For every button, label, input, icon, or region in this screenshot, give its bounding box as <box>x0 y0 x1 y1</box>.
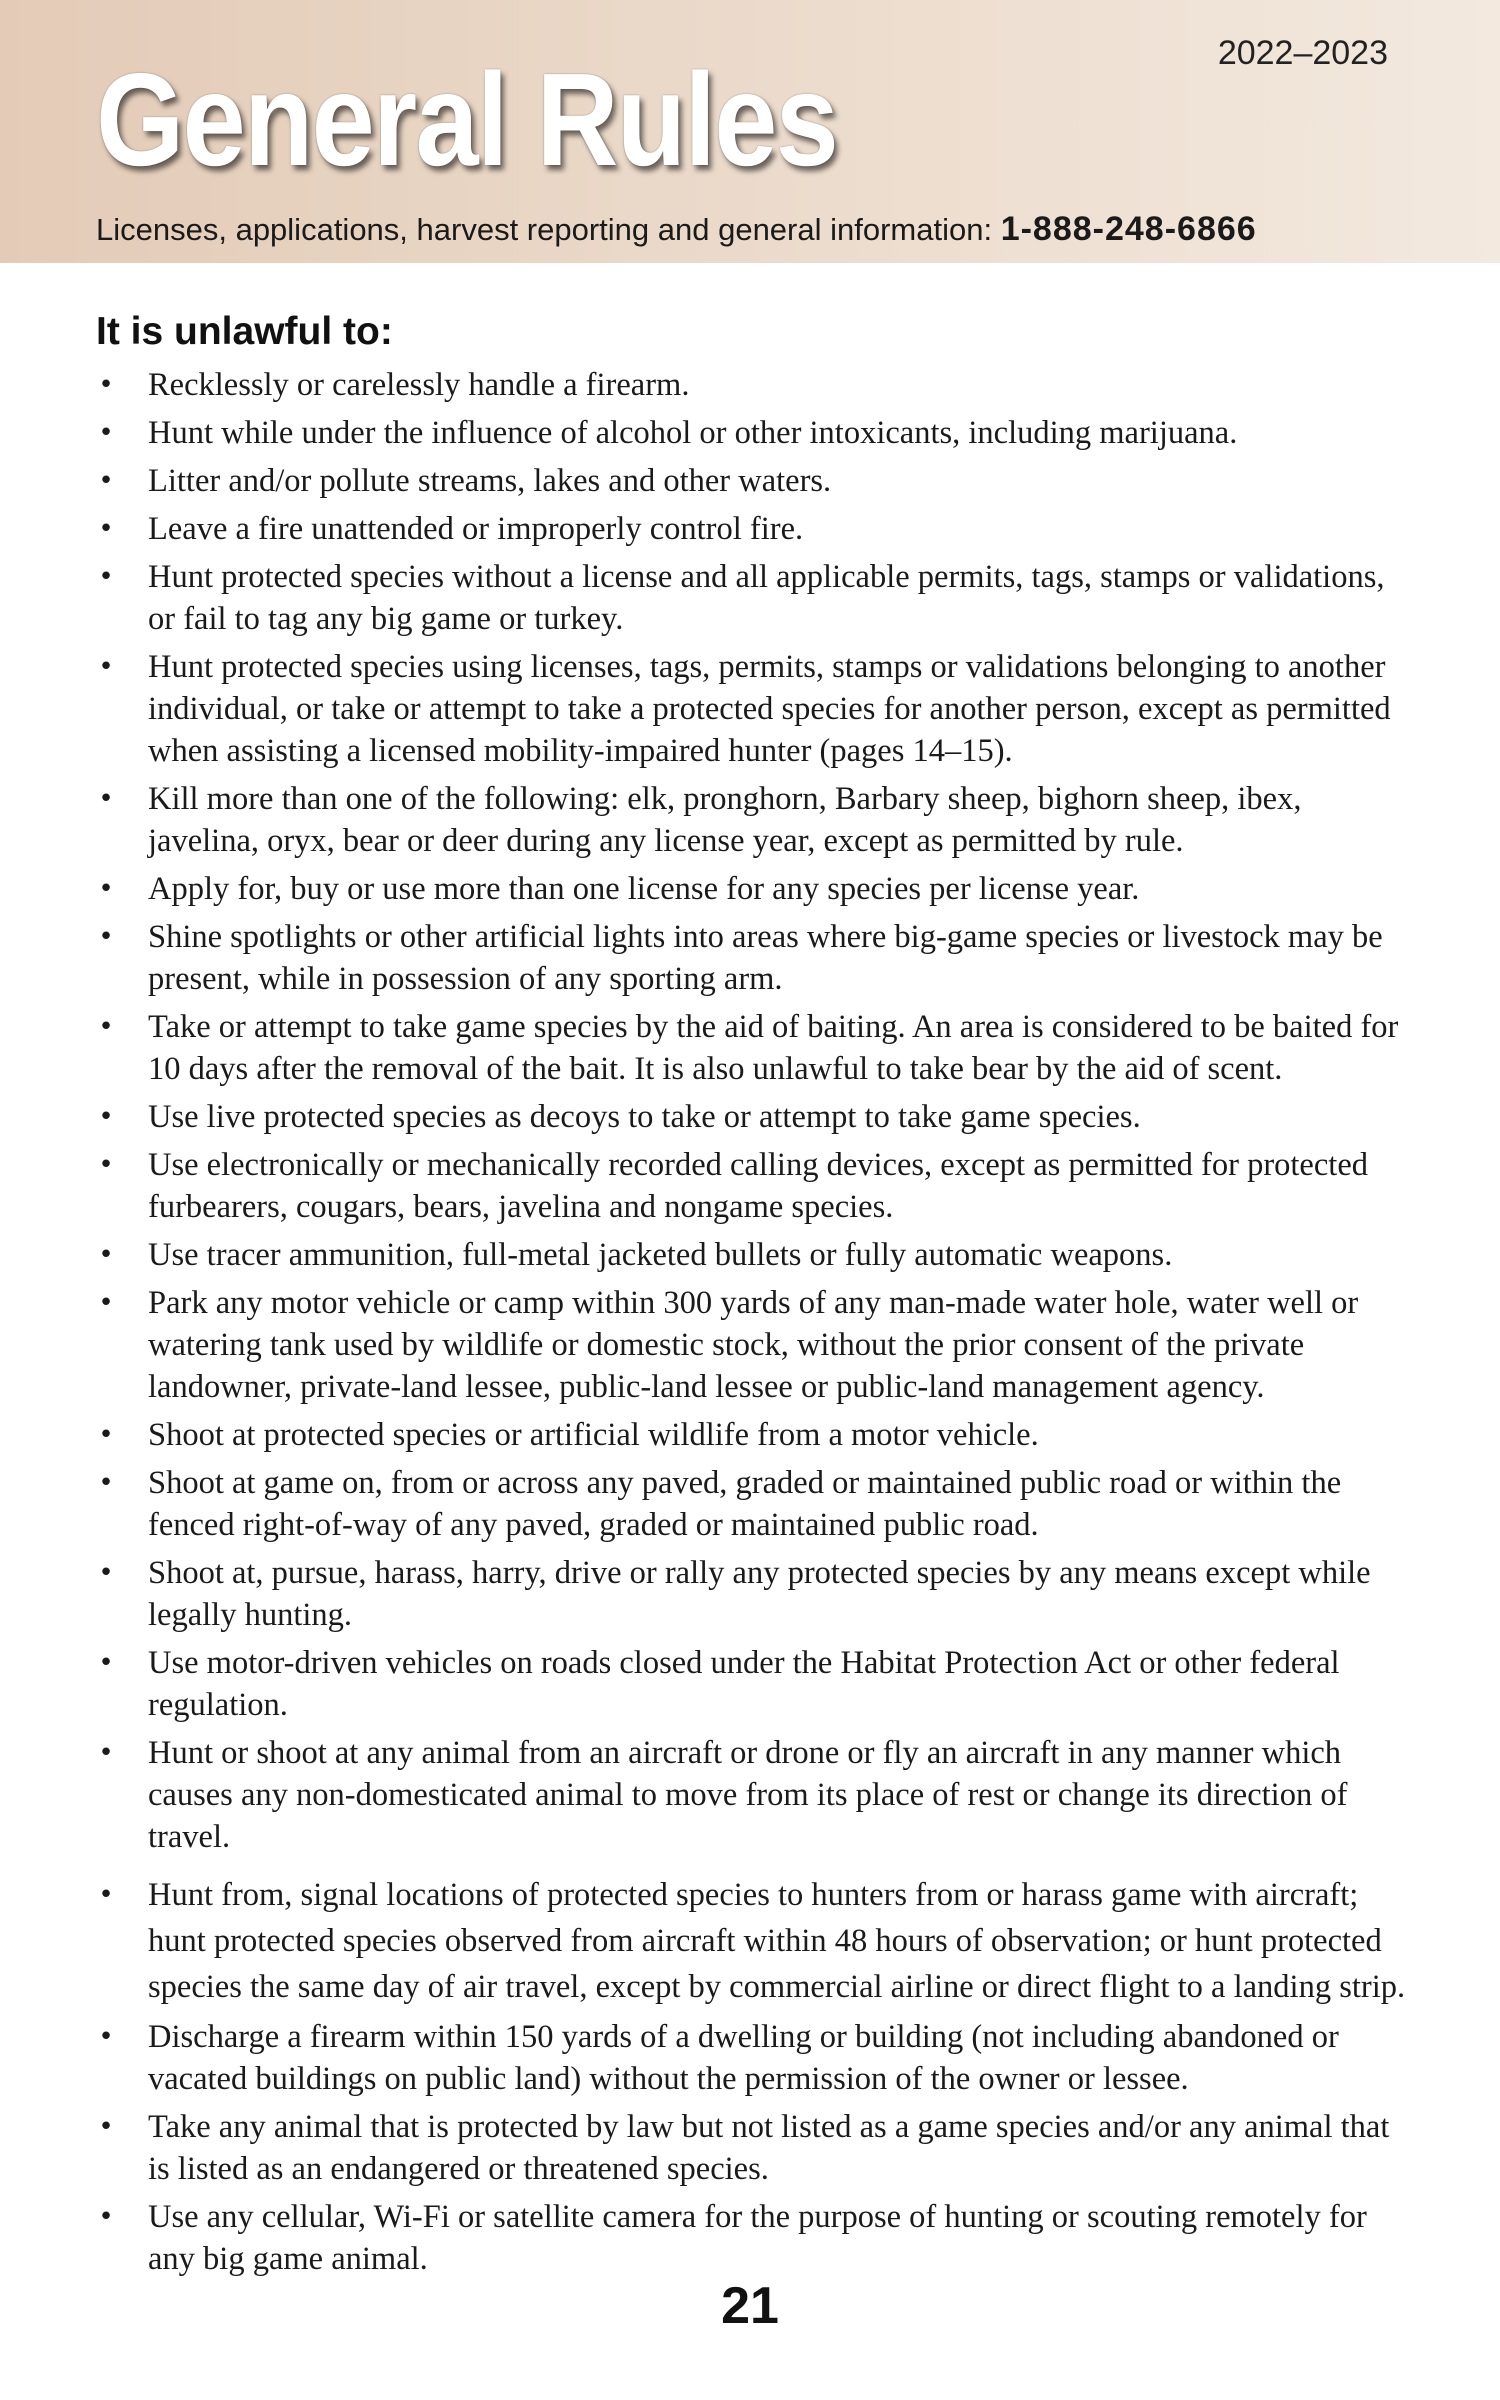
bullet-icon: • <box>98 1240 114 1270</box>
rule-text: Discharge a firearm within 150 yards of a dwelling or building (not including abandoned or vacated buildings on public land) without the permission of the owner or lessee. <box>148 2019 1339 2097</box>
page-title: General Rules <box>96 46 838 193</box>
rule-item <box>96 778 1416 862</box>
rule-item <box>96 1414 1416 1456</box>
rule-item <box>96 1282 1416 1408</box>
rule-item <box>96 412 1416 454</box>
rule-text: Shine spotlights or other artificial lights into areas where big-game species or livestock may be present, while in possession of any sporting arm. <box>148 919 1383 997</box>
bullet-icon: • <box>98 514 114 544</box>
bullet-icon: • <box>98 1738 114 1768</box>
rule-text: Take or attempt to take game species by the aid of baiting. An area is considered to be baited for 10 days after the removal of the bait. It is also unlawful to take bear by the aid of scent. <box>148 1009 1399 1087</box>
rule-item <box>96 868 1416 910</box>
bullet-icon: • <box>98 1102 114 1132</box>
rule-text: Hunt protected species using licenses, tags, permits, stamps or validations belonging to another individual, or take or attempt to take a protected species for another person, except as permitted when assisting a licensed mobility-impaired hunter (pages 14–15). <box>148 649 1391 769</box>
bullet-icon: • <box>98 874 114 904</box>
contact-info-line <box>96 210 1257 249</box>
rule-text: Use electronically or mechanically recorded calling devices, except as permitted for protected furbearers, cougars, bears, javelina and nongame species. <box>148 1147 1368 1225</box>
section-heading: It is unlawful to: <box>96 310 393 353</box>
phone-number: 1-888-248-6866 <box>1000 210 1257 248</box>
rule-text: Kill more than one of the following: elk, pronghorn, Barbary sheep, bighorn sheep, ibex, javelina, oryx, bear or deer during any license year, except as permitted by rule. <box>148 781 1302 859</box>
bullet-icon: • <box>98 2202 114 2232</box>
rule-item <box>96 2016 1416 2100</box>
rule-item <box>96 1732 1416 1858</box>
bullet-icon: • <box>98 2022 114 2052</box>
rule-text: Park any motor vehicle or camp within 300 yards of any man-made water hole, water well or watering tank used by wildlife or domestic stock, without the prior consent of the private landowner, private-land lessee, public-land lessee or public-land management agency. <box>148 1285 1359 1405</box>
bullet-icon: • <box>98 370 114 400</box>
bullet-icon: • <box>98 1880 114 1910</box>
rule-item <box>96 460 1416 502</box>
rule-text: Take any animal that is protected by law but not listed as a game species and/or any animal that is listed as an endangered or threatened species. <box>148 2109 1390 2187</box>
rule-text: Use any cellular, Wi-Fi or satellite camera for the purpose of hunting or scouting remotely for any big game animal. <box>148 2199 1367 2277</box>
rule-text: Use motor-driven vehicles on roads closed under the Habitat Protection Act or other federal regulation. <box>148 1645 1340 1723</box>
rule-item <box>96 646 1416 772</box>
bullet-icon: • <box>98 418 114 448</box>
rule-text: Apply for, buy or use more than one license for any species per license year. <box>148 871 1140 907</box>
bullet-icon: • <box>98 1012 114 1042</box>
bullet-icon: • <box>98 562 114 592</box>
bullet-icon: • <box>98 1648 114 1678</box>
rule-item <box>96 2106 1416 2190</box>
rule-item <box>96 1144 1416 1228</box>
bullet-icon: • <box>98 652 114 682</box>
rule-text: Leave a fire unattended or improperly control fire. <box>148 511 804 547</box>
rule-item <box>96 1234 1416 1276</box>
page-header <box>0 0 1500 263</box>
bullet-icon: • <box>98 466 114 496</box>
bullet-icon: • <box>98 1468 114 1498</box>
rule-text: Hunt or shoot at any animal from an aircraft or drone or fly an aircraft in any manner which causes any non-domesticated animal to move from its place of rest or change its direction of travel. <box>148 1735 1348 1855</box>
rule-item <box>96 1552 1416 1636</box>
rule-item <box>96 1006 1416 1090</box>
rules-list <box>96 364 1416 2280</box>
rule-text: Hunt protected species without a license and all applicable permits, tags, stamps or validations, or fail to tag any big game or turkey. <box>148 559 1385 637</box>
bullet-icon: • <box>98 1420 114 1450</box>
rule-text: Shoot at protected species or artificial wildlife from a motor vehicle. <box>148 1417 1039 1453</box>
rule-text: Shoot at, pursue, harass, harry, drive or rally any protected species by any means except while legally hunting. <box>148 1555 1371 1633</box>
bullet-icon: • <box>98 1288 114 1318</box>
rule-item <box>96 364 1416 406</box>
bullet-icon: • <box>98 1558 114 1588</box>
rule-item <box>96 916 1416 1000</box>
rule-item <box>96 2196 1416 2280</box>
rule-item <box>96 1872 1416 2010</box>
rule-text: Recklessly or carelessly handle a firearm. <box>148 367 690 403</box>
rule-item <box>96 508 1416 550</box>
edition-year: 2022–2023 <box>1217 34 1388 72</box>
contact-info-text: Licenses, applications, harvest reporting and general information: <box>96 212 1001 247</box>
page-number: 21 <box>721 2277 779 2335</box>
bullet-icon: • <box>98 1150 114 1180</box>
bullet-icon: • <box>98 784 114 814</box>
rule-item <box>96 556 1416 640</box>
rule-item <box>96 1462 1416 1546</box>
rule-item <box>96 1642 1416 1726</box>
rule-text: Litter and/or pollute streams, lakes and other waters. <box>148 463 832 499</box>
bullet-icon: • <box>98 2112 114 2142</box>
rule-text: Hunt from, signal locations of protected species to hunters from or harass game with aircraft; hunt protected species observed from aircraft within 48 hours of observation; or hunt protected species the same day of air travel, except by commercial airline or direct flight to a landing strip. <box>148 1877 1406 2005</box>
rules-section <box>96 310 1416 2286</box>
rule-text: Use live protected species as decoys to take or attempt to take game species. <box>148 1099 1141 1135</box>
rule-item <box>96 1096 1416 1138</box>
rule-text: Hunt while under the influence of alcohol or other intoxicants, including marijuana. <box>148 415 1238 451</box>
bullet-icon: • <box>98 922 114 952</box>
rule-text: Use tracer ammunition, full-metal jacketed bullets or fully automatic weapons. <box>148 1237 1173 1273</box>
rule-text: Shoot at game on, from or across any paved, graded or maintained public road or within the fenced right-of-way of any paved, graded or maintained public road. <box>148 1465 1342 1543</box>
